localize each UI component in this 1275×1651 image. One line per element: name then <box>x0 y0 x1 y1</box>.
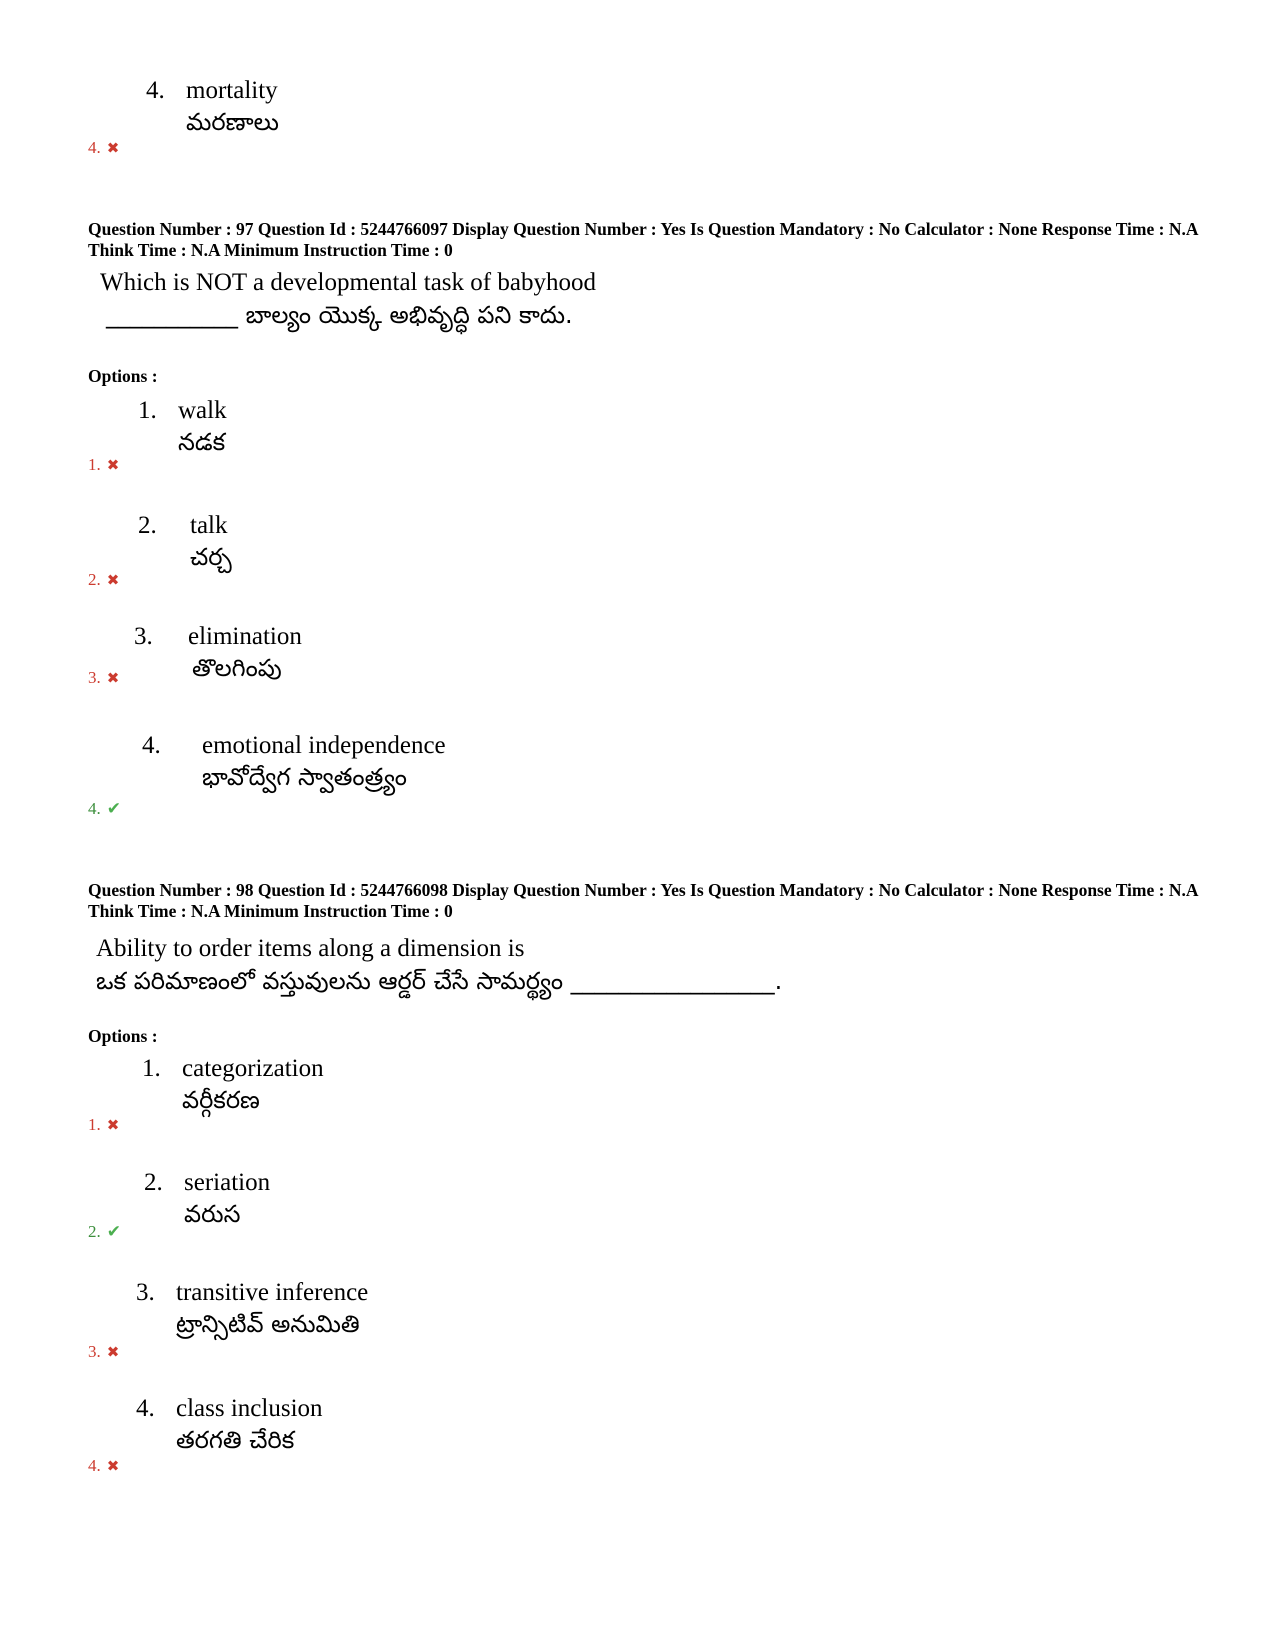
option-status-label: 4. <box>88 799 101 818</box>
option-status-label: 2. <box>88 570 101 589</box>
cross-icon: ✖ <box>106 669 120 687</box>
option-status-label: 1. <box>88 1115 101 1134</box>
option-status-label: 4. <box>88 138 101 157</box>
option-number: 1. <box>142 1055 161 1082</box>
option-text-english: categorization <box>182 1055 324 1082</box>
cross-icon: ✖ <box>106 1116 120 1134</box>
option-status-mark <box>88 800 121 818</box>
option-status-mark <box>88 571 119 588</box>
option-number: 1. <box>138 397 157 424</box>
cross-icon: ✖ <box>106 139 120 157</box>
options-label: Options : <box>88 1026 158 1046</box>
option-text-english: mortality <box>186 77 278 104</box>
option-text-telugu: తొలగింపు <box>192 654 282 682</box>
check-icon: ✔ <box>106 799 121 819</box>
option-number: 3. <box>136 1279 155 1306</box>
option-number: 4. <box>136 1395 155 1422</box>
option-number: 4. <box>146 77 165 104</box>
option-status-label: 2. <box>88 1222 101 1241</box>
option-number: 2. <box>138 512 157 539</box>
option-status-label: 1. <box>88 455 101 474</box>
option-status-label: 4. <box>88 1456 101 1475</box>
question-stem <box>100 270 596 327</box>
question-stem-english: Ability to order items along a dimension is <box>96 935 525 962</box>
question-stem-telugu: ___________ బాల్యం యొక్క అభివృద్ధి పని కాదు. <box>106 301 573 329</box>
option-number: 3. <box>134 623 153 650</box>
cross-icon: ✖ <box>106 1343 120 1361</box>
option-number: 2. <box>144 1169 163 1196</box>
option-status-mark <box>88 1457 119 1474</box>
option-text-english: emotional independence <box>202 732 446 759</box>
option-status-mark <box>88 456 119 473</box>
option-status-mark <box>88 669 119 686</box>
option-text-telugu: నడక <box>178 428 226 456</box>
option-status-label: 3. <box>88 1342 101 1361</box>
option-status-mark <box>88 1116 119 1133</box>
option-text-english: walk <box>178 397 227 424</box>
question-meta: Question Number : 97 Question Id : 5244766097 Display Question Number : Yes Is Question Mandatory : No Calculator : None Response Time : N.A Think Time : N.A Minimum Instruction Time : 0 <box>88 219 1198 260</box>
option-status-mark <box>88 1343 119 1360</box>
question-stem-telugu: ఒక పరిమాణంలో వస్తువులను ఆర్డర్ చేసే సామర్థ్యం _________________. <box>96 967 783 995</box>
option-text-telugu: చర్చ <box>190 543 232 571</box>
option-text-telugu: ట్రాన్సిటివ్ అనుమితి <box>176 1310 360 1338</box>
question-stem-english: Which is NOT a developmental task of babyhood <box>100 269 596 296</box>
cross-icon: ✖ <box>106 1457 120 1475</box>
question-stem <box>96 936 782 993</box>
check-icon: ✔ <box>106 1222 121 1242</box>
option-text-telugu: తరగతి చేరిక <box>176 1426 295 1454</box>
option-text-english: transitive inference <box>176 1279 369 1306</box>
option-text-telugu: వరుస <box>184 1200 241 1228</box>
option-text-english: elimination <box>188 623 302 650</box>
option-text-english: class inclusion <box>176 1395 323 1422</box>
option-text-english: seriation <box>184 1169 271 1196</box>
option-text-english: talk <box>190 512 228 539</box>
option-number: 4. <box>142 732 161 759</box>
option-text-telugu: వర్గీకరణ <box>182 1086 260 1114</box>
cross-icon: ✖ <box>106 571 120 589</box>
cross-icon: ✖ <box>106 456 120 474</box>
option-status-label: 3. <box>88 668 101 687</box>
option-text-telugu: మరణాలు <box>186 108 279 136</box>
question-meta: Question Number : 98 Question Id : 5244766098 Display Question Number : Yes Is Question Mandatory : No Calculator : None Response Time : N.A Think Time : N.A Minimum Instruction Time : 0 <box>88 880 1198 921</box>
option-text-telugu: భావోద్వేగ స్వాతంత్ర్యం <box>202 763 407 791</box>
option-status-mark <box>88 1223 121 1241</box>
option-status-mark <box>88 139 119 156</box>
options-label: Options : <box>88 366 158 386</box>
